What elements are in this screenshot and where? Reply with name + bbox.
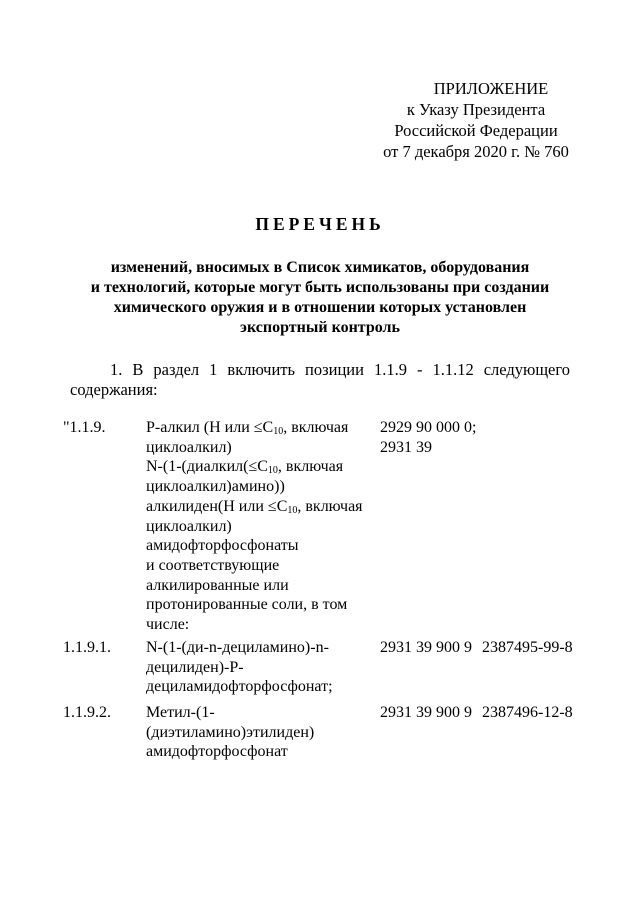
tnved-line: 2931 39	[380, 438, 432, 456]
intro-line: 1. В раздел 1 включить позиции 1.1.9 - 1.1.12 следующего	[110, 360, 570, 379]
document-title: ПЕРЕЧЕНЬ	[255, 214, 385, 234]
subtitle-line: химического оружия и в отношении которых установлен	[113, 299, 527, 316]
document-title-block	[70, 214, 570, 235]
entry-tnved-code	[380, 418, 476, 457]
attachment-title: ПРИЛОЖЕНИЕ	[433, 79, 549, 98]
desc-line: числе:	[146, 616, 190, 634]
desc-line: амидофторфосфонаты	[146, 537, 299, 555]
entry-code: "1.1.9.	[63, 419, 106, 436]
entry-description	[146, 418, 376, 635]
attachment-line: Российской Федерации	[394, 121, 558, 140]
entry-cas-number: 2387496-12-8	[482, 704, 573, 721]
desc-line: $N-(1-(диалкил(\le С_{10}$, включая	[146, 458, 344, 477]
entry-description	[146, 703, 376, 762]
intro-paragraph	[70, 360, 570, 380]
subtitle-line: и технологий, которые могут быть использованы при создании	[90, 279, 550, 296]
desc-line: протонированные соли, в том	[146, 596, 348, 614]
desc-line: Метил-(1-	[146, 704, 215, 721]
desc-line: и соответствующие	[146, 556, 280, 574]
desc-line: циклоалкил)	[146, 438, 232, 456]
subtitle-line: экспортный контроль	[240, 319, 400, 336]
desc-line: алкилиден(Н или $\le С_{10}$, включая	[146, 497, 363, 516]
entry-tnved-code: 2931 39 900 9	[380, 639, 472, 656]
attachment-date: от 7 декабря 2020 г. № 760	[383, 142, 569, 161]
entry-description	[146, 638, 376, 697]
desc-line: дециламидофторфосфонат;	[146, 678, 333, 696]
desc-line: N-(1-(ди-n-дециламино)-n-	[146, 639, 329, 656]
desc-line: децилиден)-Р-	[146, 658, 244, 676]
document-subtitle	[70, 258, 570, 338]
entry-cas-number: 2387495-99-8	[482, 639, 573, 656]
desc-line: амидофторфосфонат	[146, 743, 288, 761]
desc-line: алкилированные или	[146, 576, 289, 594]
desc-line: циклоалкил)	[146, 517, 232, 535]
attachment-line: к Указу Президента	[406, 100, 546, 119]
intro-continuation: содержания:	[70, 380, 158, 399]
tnved-line: 2929 90 000 0;	[380, 419, 477, 436]
entry-code: 1.1.9.2.	[63, 704, 111, 721]
desc-line: Р-алкил (Н или $\le С_{10}$, включая	[146, 419, 349, 437]
desc-line: (диэтиламино)этилиден)	[146, 723, 315, 741]
entry-tnved-code: 2931 39 900 9	[380, 704, 472, 721]
entry-code: 1.1.9.1.	[63, 639, 111, 656]
attachment-header	[370, 78, 582, 162]
subtitle-line: изменений, вносимых в Список химикатов, оборудования	[110, 259, 530, 276]
desc-line: циклоалкил)амино))	[146, 478, 285, 496]
